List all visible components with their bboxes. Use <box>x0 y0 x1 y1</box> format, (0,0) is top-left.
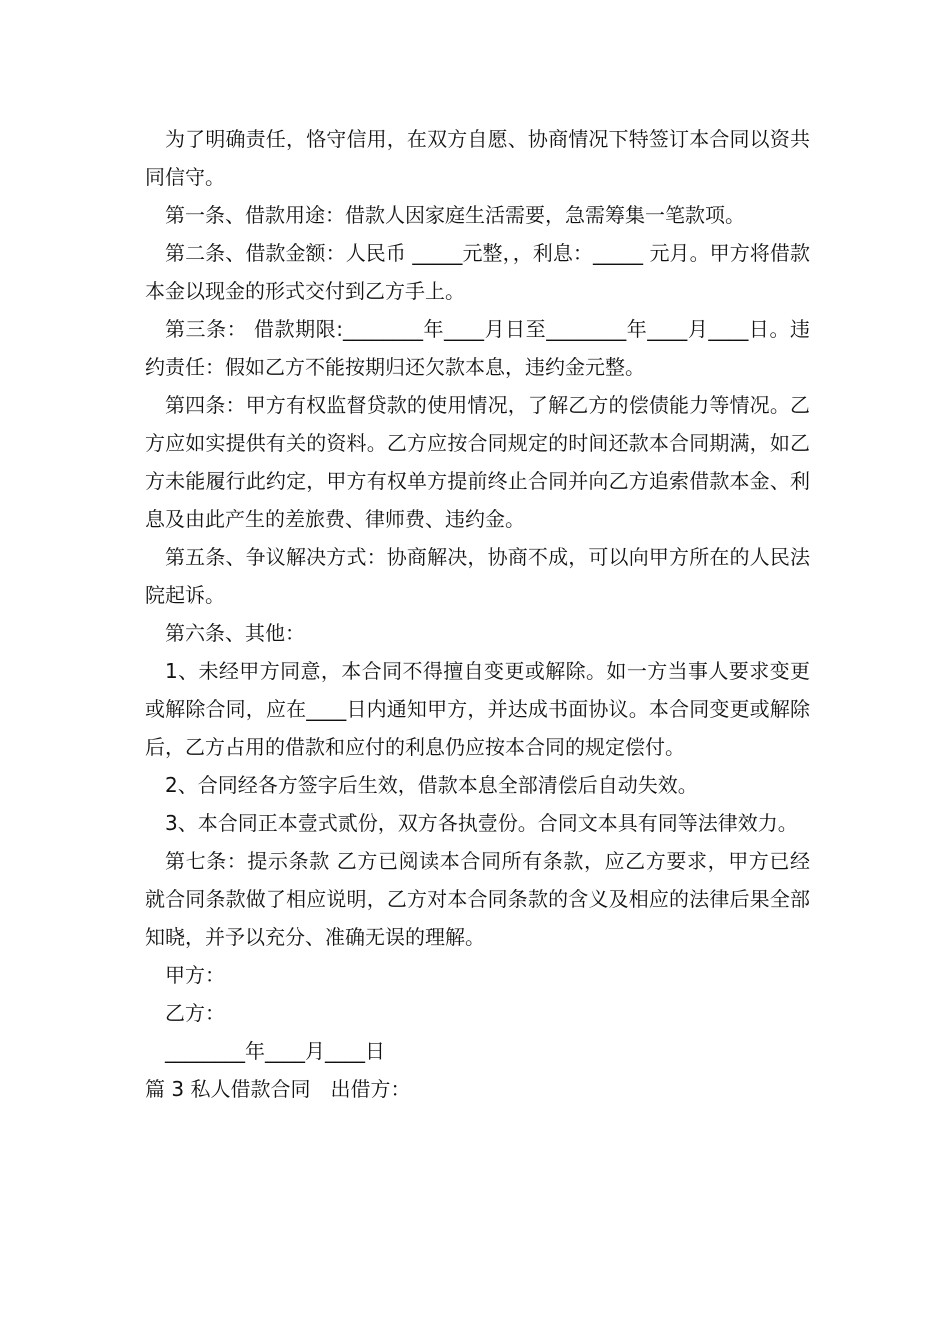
paragraph-article-7: 第七条：提示条款 乙方已阅读本合同所有条款，应乙方要求，甲方已经就合同条款做了相应说明，乙方对本合同条款的含义及相应的法律后果全部知晓，并予以充分、准确无误的理解。 <box>145 849 810 949</box>
document-body <box>145 120 810 1108</box>
paragraph-article-5: 第五条、争议解决方式：协商解决，协商不成，可以向甲方所在的人民法院起诉。 <box>145 545 810 607</box>
paragraph-intro: 为了明确责任，恪守信用，在双方自愿、协商情况下特签订本合同以资共同信守。 <box>145 127 810 189</box>
paragraph-article-4: 第四条：甲方有权监督贷款的使用情况，了解乙方的偿债能力等情况。乙方应如实提供有关的资料。乙方应按合同规定的时间还款本合同期满，如乙方未能履行此约定，甲方有权单方提前终止合同并向乙方追索借款本金、利息及由此产生的差旅费、律师费、违约金。 <box>145 393 810 531</box>
paragraph-article-6-item-3: 3、本合同正本壹式贰份，双方各执壹份。合同文本具有同等法律效力。 <box>165 811 798 835</box>
next-section-heading: 篇 3 私人借款合同 出借方： <box>145 1077 411 1101</box>
signature-party-b: 乙方： <box>165 1001 225 1025</box>
paragraph-article-1: 第一条、借款用途：借款人因家庭生活需要，急需筹集一笔款项。 <box>165 203 745 227</box>
paragraph-article-6-item-2: 2、合同经各方签字后生效，借款本息全部清偿后自动失效。 <box>165 773 698 797</box>
paragraph-article-2: 第二条、借款金额：人民币 _____元整，，利息：_____ 元月。甲方将借款本金以现金的形式交付到乙方手上。 <box>145 241 810 303</box>
paragraph-article-6-item-1: 1、未经甲方同意，本合同不得擅自变更或解除。如一方当事人要求变更或解除合同，应在____日内通知甲方，并达成书面协议。本合同变更或解除后，乙方占用的借款和应付的利息仍应按本合同的规定偿付。 <box>145 659 810 759</box>
signature-date: ________年____月____日 <box>165 1039 385 1063</box>
signature-party-a: 甲方： <box>165 963 225 987</box>
paragraph-article-3: 第三条： 借款期限:________年____月日至________年____月____日。违约责任：假如乙方不能按期归还欠款本息，违约金元整。 <box>145 317 810 379</box>
paragraph-article-6: 第六条、其他： <box>165 621 305 645</box>
